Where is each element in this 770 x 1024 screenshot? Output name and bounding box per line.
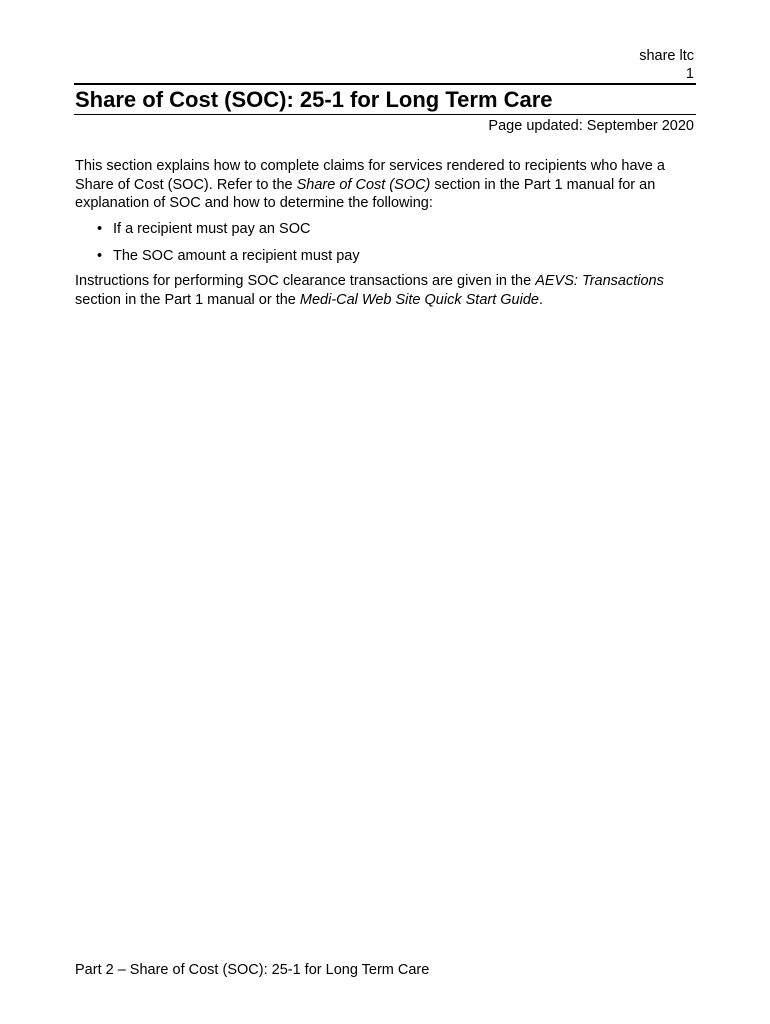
title-bottom-rule <box>74 114 696 115</box>
instructions-reference-2: Medi-Cal Web Site Quick Start Guide <box>299 291 539 308</box>
intro-reference-link-text: Share of Cost (SOC) <box>296 176 431 193</box>
intro-text-1: This section explains how to complete claims for services rendered to recipients who have a Share of Cost (SOC). Refer to the <box>75 158 665 193</box>
intro-text-2: section in the Part 1 manual for an explanation of SOC and how to determine the following: <box>75 176 656 211</box>
instructions-paragraph <box>75 272 700 309</box>
page-header-code <box>639 47 694 83</box>
instructions-text-1: Instructions for performing SOC clearance transactions are given in the <box>75 273 536 289</box>
instructions-text-2: section in the Part 1 manual or the <box>75 291 300 308</box>
title-top-rule <box>74 83 696 85</box>
list-item <box>75 220 675 238</box>
list-item-text: The SOC amount a recipient must pay <box>113 248 360 264</box>
instructions-text-3: . <box>538 291 543 308</box>
intro-paragraph <box>75 157 700 213</box>
page-footer: Part 2 – Share of Cost (SOC): 25-1 for Long Term Care <box>75 962 430 978</box>
determination-list <box>75 220 675 274</box>
bullet-icon: • <box>97 248 103 264</box>
list-item <box>75 247 675 265</box>
section-code: share ltc <box>639 48 694 64</box>
instructions-reference-1: AEVS: Transactions <box>535 273 664 289</box>
page-number: 1 <box>685 66 694 82</box>
bullet-icon: • <box>97 221 103 237</box>
list-item-text: If a recipient must pay an SOC <box>113 221 311 237</box>
page-title: Share of Cost (SOC): 25-1 for Long Term Care <box>75 87 553 112</box>
page-updated-date: Page updated: September 2020 <box>488 118 694 134</box>
